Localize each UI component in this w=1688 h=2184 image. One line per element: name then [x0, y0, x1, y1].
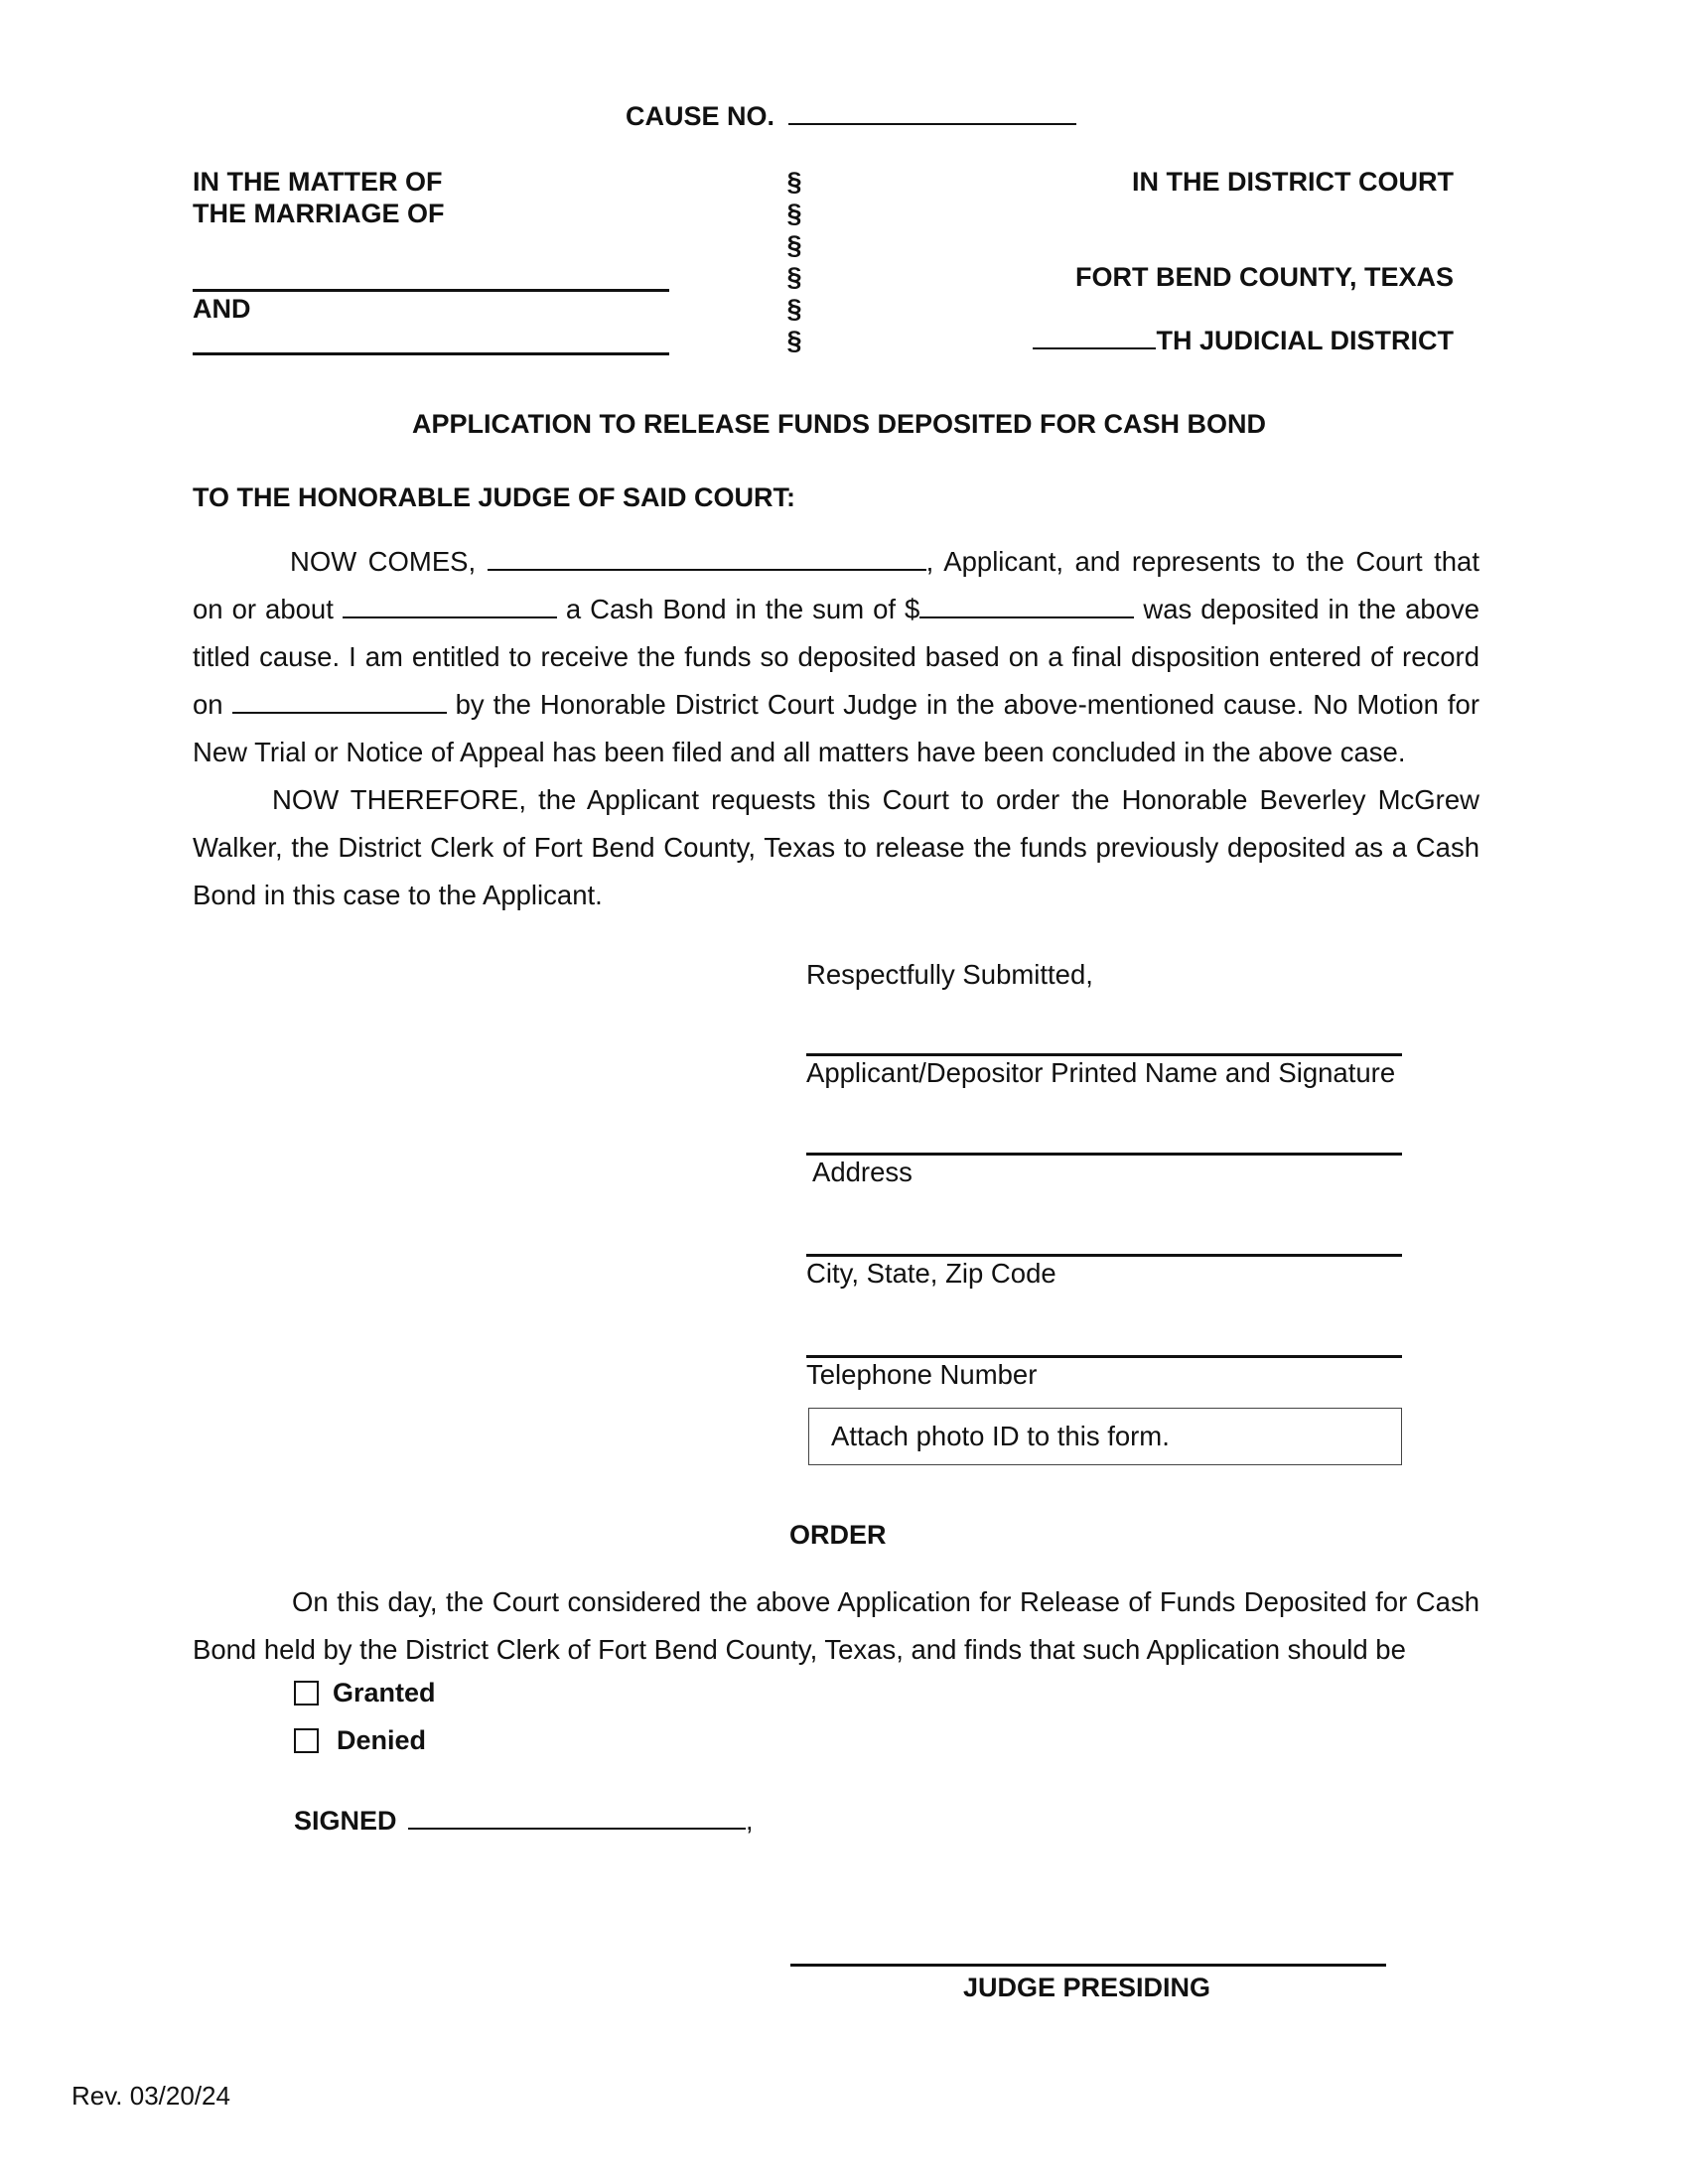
body-line: New Trial or Notice of Appeal has been filed and all matters have been concluded in the above case.: [193, 737, 1406, 767]
city-state-zip-label: City, State, Zip Code: [806, 1258, 1056, 1289]
applicant-name-field[interactable]: [488, 545, 926, 571]
section-symbol: §: [786, 326, 802, 355]
judge-signature-field[interactable]: [790, 1964, 1386, 1967]
denied-checkbox[interactable]: [294, 1728, 319, 1753]
closing: Respectfully Submitted,: [806, 959, 1093, 990]
caption-matter-of: IN THE MATTER OF: [193, 167, 443, 197]
section-symbol: §: [786, 230, 802, 260]
bond-amount-field[interactable]: [919, 593, 1134, 618]
cause-number-field[interactable]: [788, 99, 1076, 125]
body-line: Walker, the District Clerk of Fort Bend County, Texas to release the funds previously deposited as a Cash: [193, 832, 1479, 863]
body-line: titled cause. I am entitled to receive the funds so deposited based on a final disposition entered of record: [193, 641, 1479, 672]
signature-label: Applicant/Depositor Printed Name and Signature: [806, 1057, 1396, 1088]
section-symbol: §: [786, 294, 802, 324]
body-text: was deposited in the above: [1143, 594, 1480, 624]
caption-marriage-of: THE MARRIAGE OF: [193, 199, 445, 228]
cause-number-line: [626, 99, 1076, 132]
body-line: Bond in this case to the Applicant.: [193, 880, 603, 910]
order-line: On this day, the Court considered the above Application for Release of Funds Deposited for Cash: [292, 1586, 1479, 1617]
salutation: TO THE HONORABLE JUDGE OF SAID COURT:: [193, 482, 796, 512]
granted-checkbox[interactable]: [294, 1681, 319, 1706]
party-one-name-field[interactable]: [193, 289, 669, 292]
caption-district-court: IN THE DISTRICT COURT: [1132, 167, 1454, 197]
caption-judicial-district: [1033, 325, 1454, 356]
signed-date-field[interactable]: [408, 1806, 746, 1830]
denied-label: Denied: [337, 1725, 427, 1755]
address-label: Address: [812, 1157, 913, 1187]
granted-label: Granted: [333, 1678, 436, 1707]
option-denied[interactable]: [294, 1724, 426, 1756]
telephone-label: Telephone Number: [806, 1359, 1038, 1390]
body-text: on: [193, 689, 223, 720]
photo-id-note-box: [808, 1408, 1402, 1465]
body-text: a Cash Bond in the sum of $: [565, 594, 920, 624]
signed-comma: ,: [746, 1806, 754, 1836]
section-symbol: §: [786, 262, 802, 292]
cause-number-label: CAUSE NO.: [626, 101, 775, 131]
judge-presiding-label: JUDGE PRESIDING: [963, 1973, 1211, 2002]
signed-line: [294, 1805, 754, 1837]
order-line: Bond held by the District Clerk of Fort Bend County, Texas, and finds that such Application should be: [193, 1634, 1406, 1665]
section-symbol: §: [786, 167, 802, 197]
body-text: on or about: [193, 594, 334, 624]
document-title: APPLICATION TO RELEASE FUNDS DEPOSITED FOR CASH BOND: [411, 409, 1267, 439]
body-text: NOW COMES,: [290, 546, 477, 577]
body-line: [193, 681, 1479, 729]
judicial-district-label: TH JUDICIAL DISTRICT: [1156, 326, 1454, 355]
option-granted[interactable]: [294, 1677, 436, 1708]
revision-date: Rev. 03/20/24: [71, 2081, 230, 2111]
caption-and: AND: [193, 294, 251, 324]
body-text: , Applicant, and represents to the Court that: [925, 546, 1479, 577]
section-symbol: §: [786, 199, 802, 228]
party-two-name-field[interactable]: [193, 352, 669, 355]
caption-county: FORT BEND COUNTY, TEXAS: [1074, 262, 1454, 292]
district-number-field[interactable]: [1033, 326, 1156, 349]
disposition-date-field[interactable]: [232, 688, 447, 714]
body-line: [193, 586, 1479, 633]
photo-id-note: Attach photo ID to this form.: [831, 1421, 1170, 1451]
body-line: [290, 538, 1479, 586]
deposit-date-field[interactable]: [343, 593, 557, 618]
body-text: by the Honorable District Court Judge in the above-mentioned cause. No Motion for: [455, 689, 1480, 720]
signed-label: SIGNED: [294, 1806, 397, 1836]
body-line: NOW THEREFORE, the Applicant requests this Court to order the Honorable Beverley McGrew: [272, 784, 1479, 815]
order-heading: ORDER: [789, 1520, 887, 1550]
